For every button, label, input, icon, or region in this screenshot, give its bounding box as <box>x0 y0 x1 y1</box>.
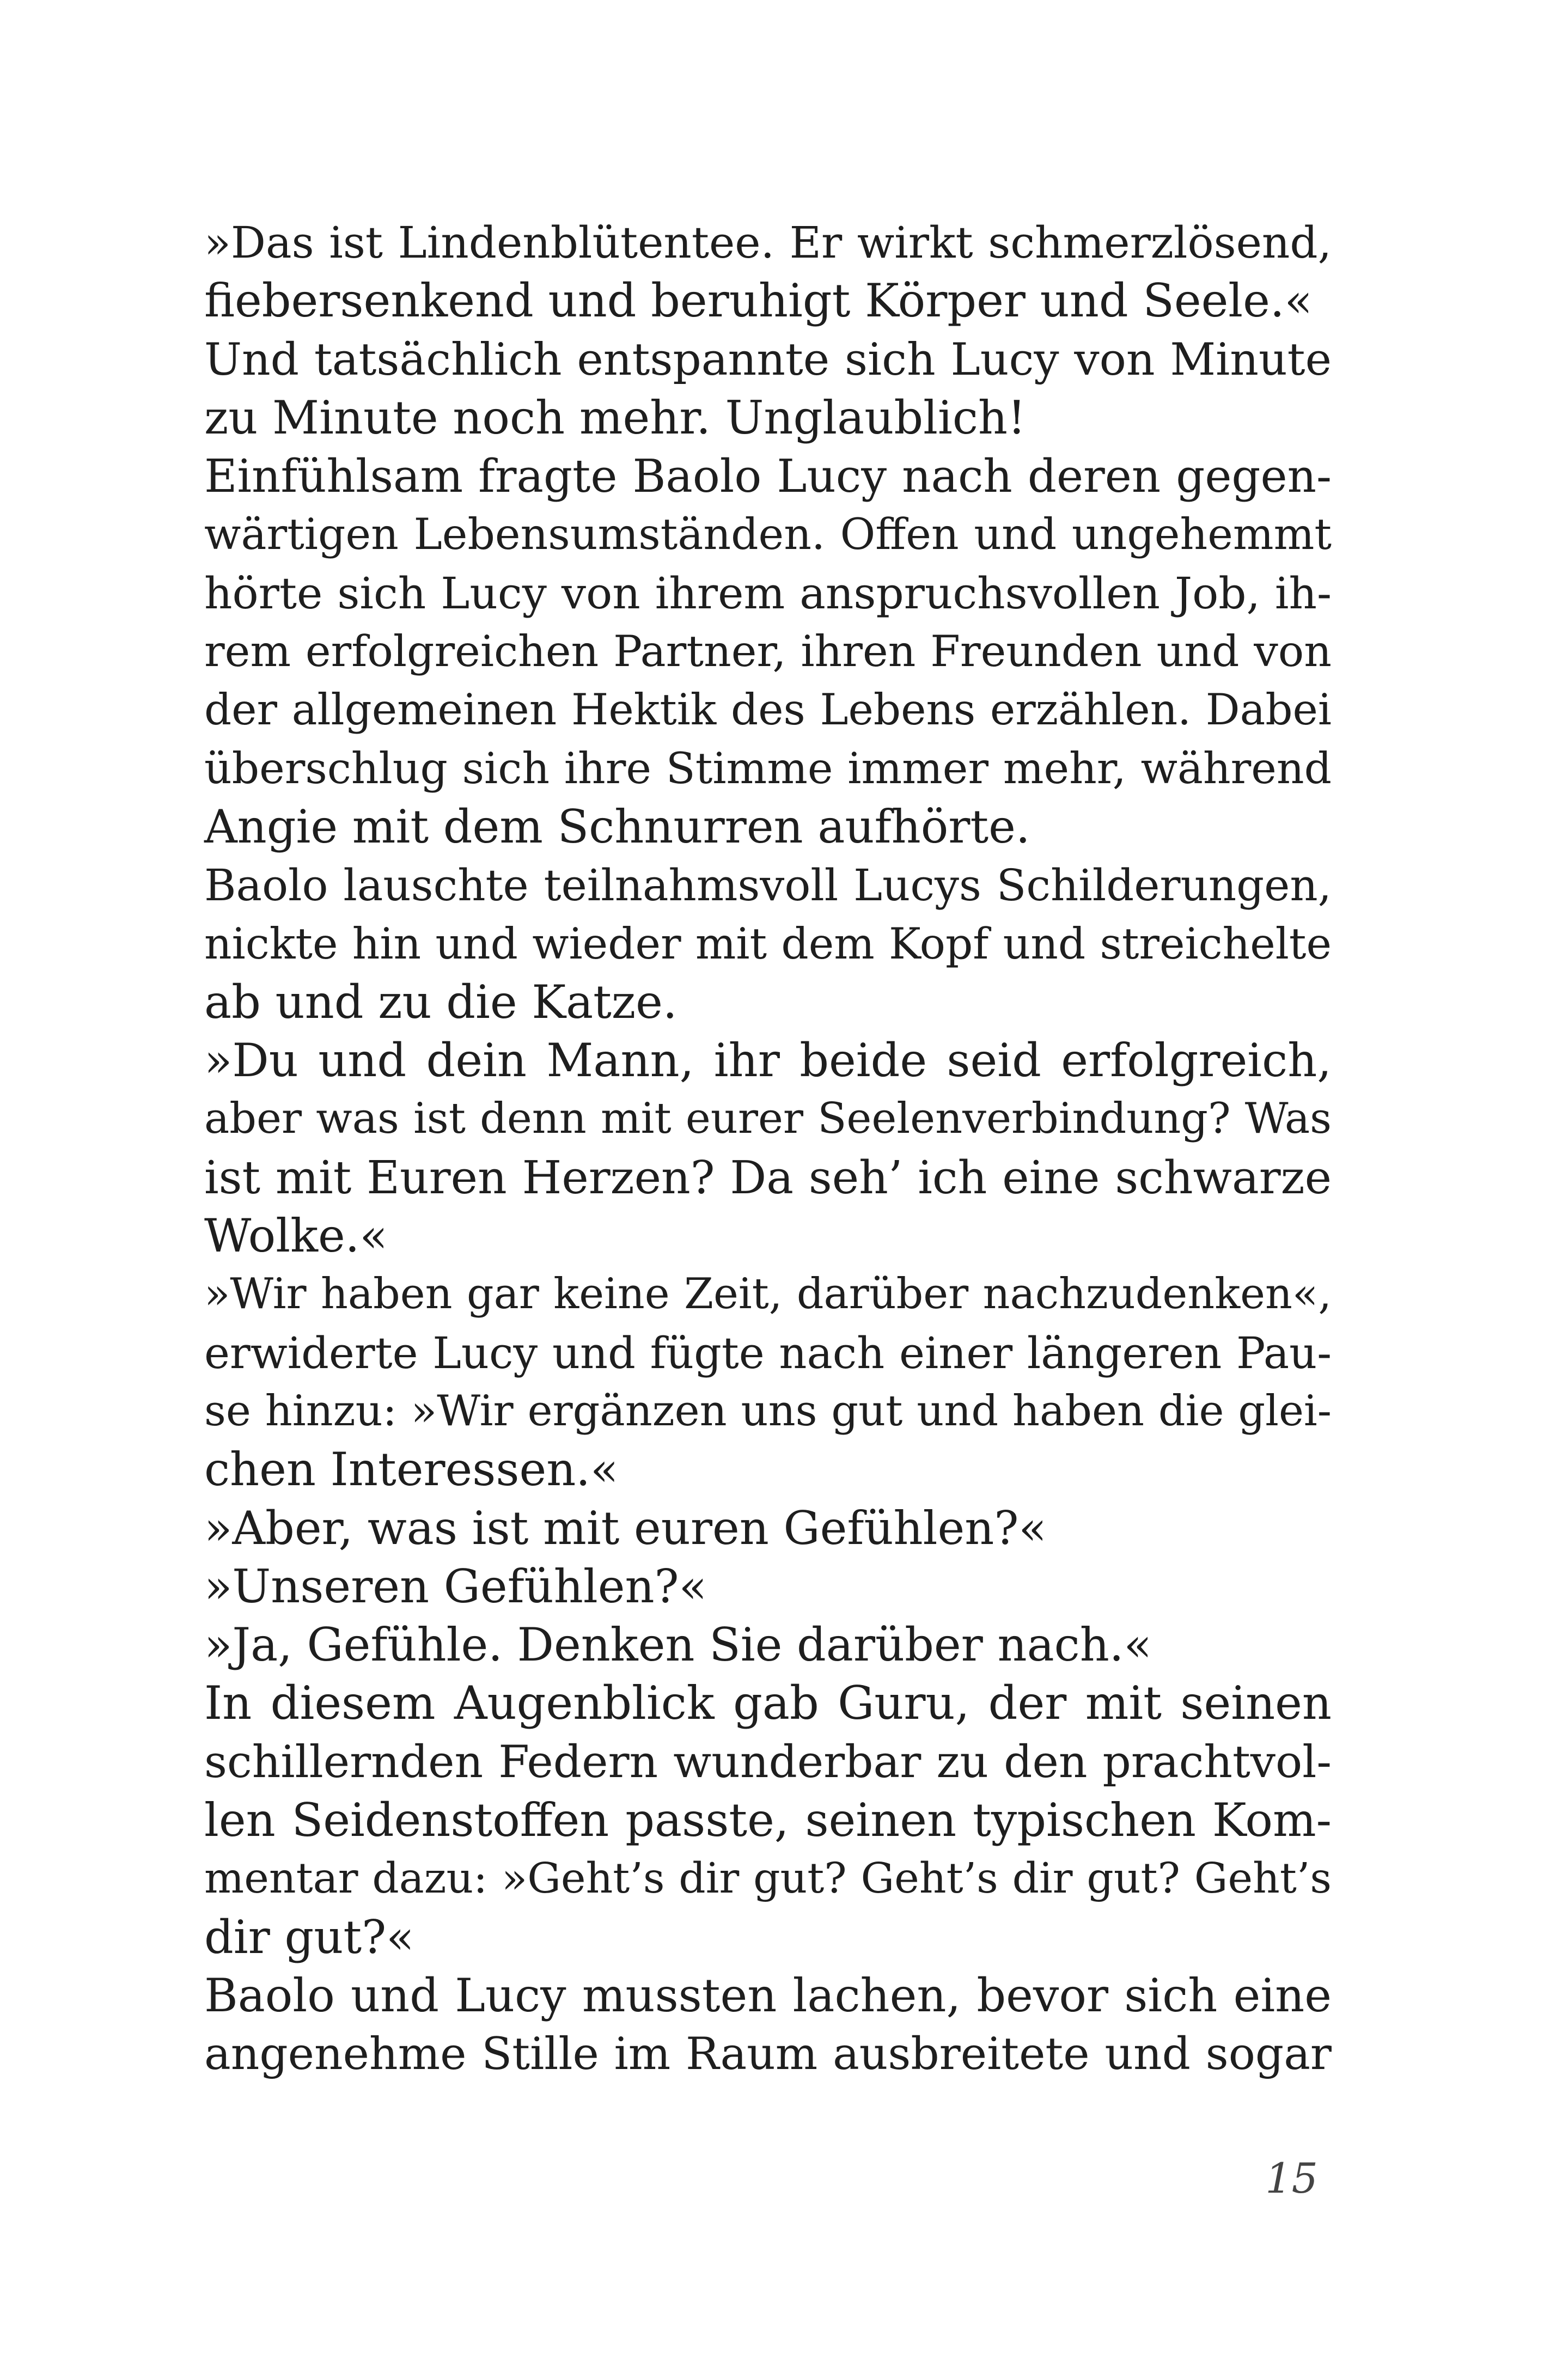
text-line: erwiderte Lucy und fügte nach einer längeren Pau- <box>204 1327 1332 1378</box>
text-line: der allgemeinen Hektik des Lebens erzählen. Dabei <box>204 685 1332 735</box>
text-line: »Aber, was ist mit euren Gefühlen?« <box>204 1501 1047 1555</box>
text-line: Wolke.« <box>204 1209 388 1263</box>
text-line: ist mit Euren Herzen? Da seh’ ich eine schwarze <box>204 1151 1332 1204</box>
text-line: chen Interessen.« <box>204 1443 619 1497</box>
text-line: rem erfolgreichen Partner, ihren Freunden und von <box>204 626 1332 677</box>
text-line: »Wir haben gar keine Zeit, darüber nachzudenken«, <box>204 1270 1332 1319</box>
text-line: In diesem Augenblick gab Guru, der mit seinen <box>204 1676 1332 1730</box>
text-line: »Ja, Gefühle. Denken Sie darüber nach.« <box>204 1618 1152 1672</box>
text-line: fiebersenkend und beruhigt Körper und Seele.« <box>204 274 1313 328</box>
text-line: Und tatsächlich entspannte sich Lucy von Minute <box>204 333 1332 386</box>
text-line: Angie mit dem Schnurren aufhörte. <box>204 800 1030 853</box>
text-line: Baolo und Lucy mussten lachen, bevor sich eine <box>204 1968 1332 2022</box>
text-line: mentar dazu: »Geht’s dir gut? Geht’s dir gut? Geht’s <box>204 1854 1332 1903</box>
page-number: 15 <box>1265 2154 1318 2202</box>
text-line: Baolo lauschte teilnahmsvoll Lucys Schilderungen, <box>204 860 1332 911</box>
text-line: angenehme Stille im Raum ausbreitete und sogar <box>204 2028 1332 2080</box>
text-line: aber was ist denn mit eurer Seelenverbindung? Was <box>204 1094 1332 1144</box>
text-line: »Unseren Gefühlen?« <box>204 1559 707 1613</box>
text-line: len Seidenstoffen passte, seinen typischen Kom- <box>204 1793 1332 1847</box>
text-line: »Das ist Lindenblütentee. Er wirkt schmerzlösend, <box>204 217 1332 268</box>
text-line: se hinzu: »Wir ergänzen uns gut und haben die glei- <box>204 1386 1332 1436</box>
text-line: hörte sich Lucy von ihrem anspruchsvollen Job, ih- <box>204 567 1332 619</box>
text-line: dir gut?« <box>204 1910 414 1964</box>
text-line: Einfühlsam fragte Baolo Lucy nach deren gegen- <box>204 450 1332 503</box>
body-text <box>204 213 1332 2084</box>
text-line: wärtigen Lebensumständen. Offen und ungehemmt <box>204 509 1332 560</box>
text-line: zu Minute noch mehr. Unglaublich! <box>204 390 1026 444</box>
text-line: »Du und dein Mann, ihr beide seid erfolgreich, <box>204 1034 1332 1088</box>
text-line: ab und zu die Katze. <box>204 975 678 1029</box>
text-line: überschlug sich ihre Stimme immer mehr, während <box>204 743 1332 794</box>
text-line: schillernden Federn wunderbar zu den prachtvol- <box>204 1736 1332 1788</box>
text-line: nickte hin und wieder mit dem Kopf und streichelte <box>204 918 1332 969</box>
